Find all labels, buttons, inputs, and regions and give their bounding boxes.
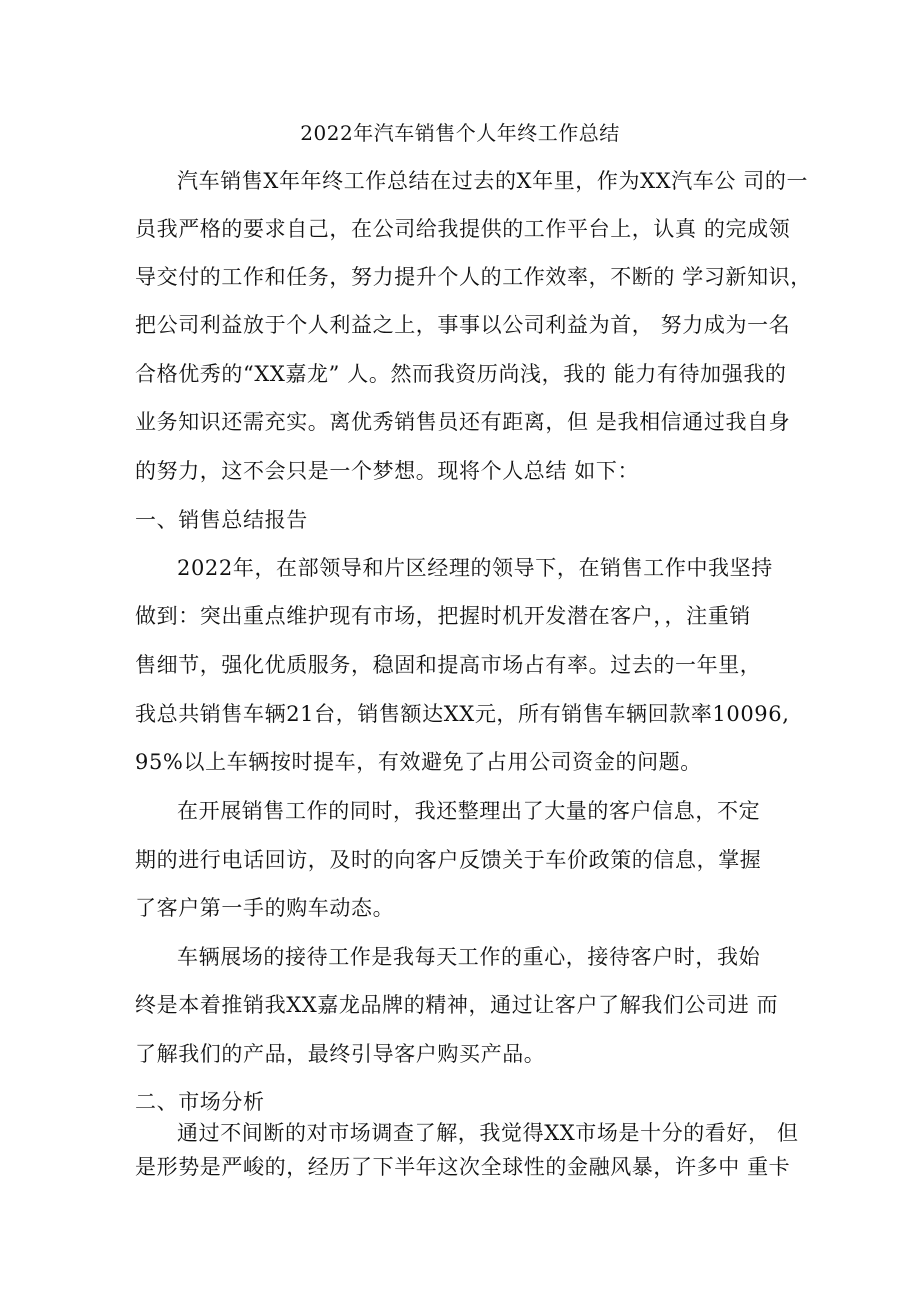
paragraph-line: 售细节，强化优质服务，稳固和提高市场占有率。过去的一年里，	[135, 653, 762, 677]
paragraph-line: 通过不间断的对市场调查了解，我觉得XX市场是十分的看好， 但	[177, 1121, 799, 1145]
paragraph-line: 做到：突出重点维护现有市场，把握时机开发潜在客户，，注重销	[135, 604, 751, 628]
paragraph-line: 把公司利益放于个人利益之上，事事以公司利益为首， 努力成为一名	[135, 313, 791, 337]
paragraph-line: 95%以上车辆按时提车，有效避免了占用公司资金的问题。	[135, 750, 702, 774]
paragraph-line: 期的进行电话回访，及时的向客户反馈关于车价政策的信息，掌握	[135, 848, 762, 872]
paragraph-line: 的努力，这不会只是一个梦想。现将个人总结 如下：	[135, 459, 640, 483]
paragraph-line: 终是本着推销我XX嘉龙品牌的精神，通过让客户了解我们公司进 而	[135, 993, 779, 1017]
paragraph-line: 了客户第一手的购车动态。	[135, 896, 395, 920]
paragraph-line: 汽车销售X年年终工作总结在过去的X年里，作为XX汽车公 司的一	[177, 169, 809, 193]
paragraph-line: 了解我们的产品，最终引导客户购买产品。	[135, 1042, 546, 1066]
document-title: 2022年汽车销售个人年终工作总结	[300, 121, 620, 145]
section-heading: 二、市场分析	[135, 1090, 265, 1114]
paragraph-line: 业务知识还需充实。离优秀销售员还有距离，但 是我相信通过我自身	[135, 410, 791, 434]
paragraph-line: 在开展销售工作的同时，我还整理出了大量的客户信息，不定	[177, 799, 761, 823]
paragraph-line: 2022年，在部领导和片区经理的领导下，在销售工作中我坚持	[177, 556, 773, 580]
section-heading: 一、销售总结报告	[135, 508, 308, 532]
paragraph-line: 合格优秀的“XX嘉龙” 人。然而我资历尚浅，我的 能力有待加强我的	[135, 362, 787, 386]
paragraph-line: 员我严格的要求自己，在公司给我提供的工作平台上，认真 的完成领	[135, 217, 791, 241]
paragraph-line: 是形势是严峻的，经历了下半年这次全球性的金融风暴，许多中 重卡	[135, 1155, 791, 1179]
paragraph-line: 车辆展场的接待工作是我每天工作的重心，接待客户时，我始	[177, 945, 761, 969]
paragraph-line: 导交付的工作和任务，努力提升个人的工作效率，不断的 学习新知识，	[135, 265, 812, 289]
paragraph-line: 我总共销售车辆21台，销售额达XX元，所有销售车辆回款率10096,	[135, 702, 790, 726]
